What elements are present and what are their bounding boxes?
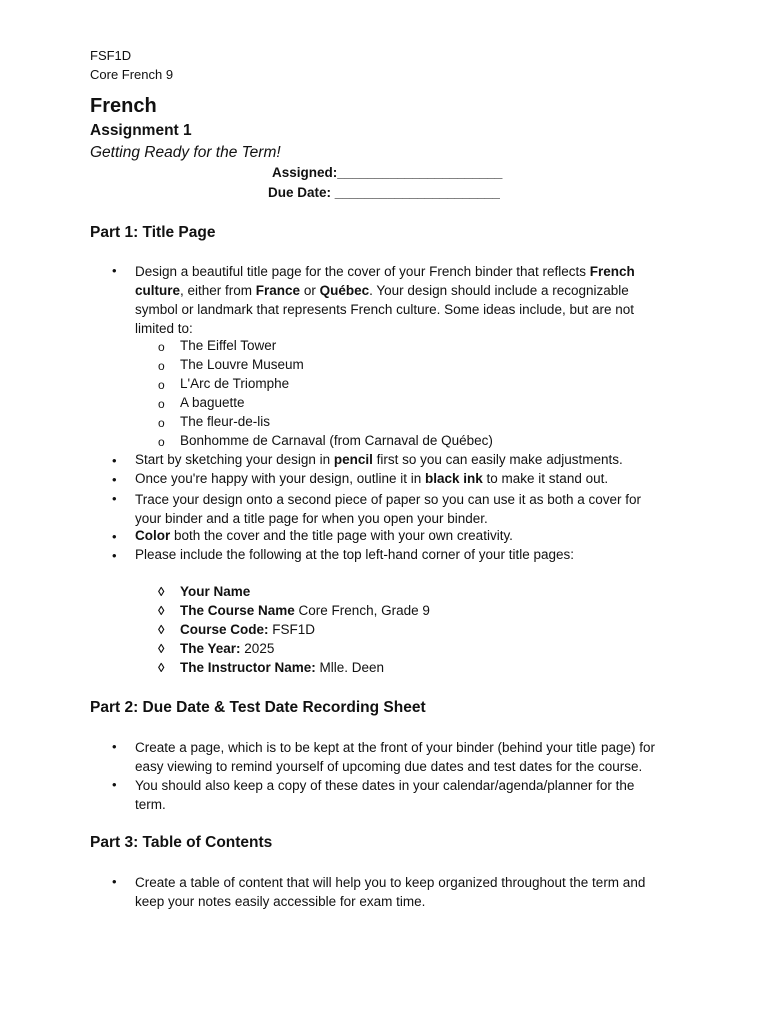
part3-bullet-toc: Create a table of content that will help you to keep organized throughout the term and keep your notes easily accessible for exam time. [135, 875, 646, 909]
include-item: Your Name [180, 584, 251, 599]
part1-bullet-design: Design a beautiful title page for the cover of your French binder that reflects French culture, either from France or Québec. Your design should include a recognizable symbol or landmark that represents French culture. Some ideas include, but are not limited to: [135, 264, 635, 336]
part1-bullet-color: Color both the cover and the title page with your own creativity. [135, 528, 513, 543]
bullet-icon: • [112, 777, 117, 792]
include-item: The Course Name Core French, Grade 9 [180, 603, 430, 618]
course-code: FSF1D [90, 48, 132, 63]
bullet-icon: • [112, 472, 117, 487]
part1-heading: Part 1: Title Page [90, 224, 216, 241]
part1-bullet-trace: Trace your design onto a second piece of paper so you can use it as both a cover for your binder and a title page for when you open your binder. [135, 492, 642, 526]
sub-bullet-icon: o [158, 340, 165, 354]
bullet-icon: • [112, 548, 117, 563]
assignment-subtitle: Getting Ready for the Term! [90, 144, 281, 161]
diamond-icon: ◊ [158, 622, 165, 637]
part2-bullet-page: Create a page, which is to be kept at the front of your binder (behind your title page) for easy viewing to remind yourself of upcoming due dates and test dates for the course. [135, 740, 656, 774]
course-name: Core French 9 [90, 67, 174, 82]
bullet-icon: • [112, 739, 117, 754]
assigned-line: Assigned:______________________ [272, 165, 503, 180]
bullet-icon: • [112, 491, 117, 506]
sub-bullet-icon: o [158, 359, 165, 373]
part1-bullet-sketch: Start by sketching your design in pencil first so you can easily make adjustments. [135, 452, 623, 467]
idea-item: The Eiffel Tower [180, 338, 277, 353]
bullet-icon: • [112, 453, 117, 468]
diamond-icon: ◊ [158, 641, 165, 656]
idea-item: The Louvre Museum [180, 357, 304, 372]
part1-bullet-include: Please include the following at the top left-hand corner of your title pages: [135, 547, 575, 562]
due-date-line: Due Date: ______________________ [268, 185, 500, 200]
sub-bullet-icon: o [158, 416, 165, 430]
idea-item: The fleur-de-lis [180, 414, 271, 429]
bullet-icon: • [112, 263, 117, 278]
assignment-title: Assignment 1 [90, 122, 192, 139]
idea-item: Bonhomme de Carnaval (from Carnaval de Québec) [180, 433, 493, 448]
include-item: The Year: 2025 [180, 641, 275, 656]
include-item: The Instructor Name: Mlle. Deen [180, 660, 385, 675]
part1-bullet-outline: Once you're happy with your design, outline it in black ink to make it stand out. [135, 471, 609, 486]
diamond-icon: ◊ [158, 603, 165, 618]
bullet-icon: • [112, 529, 117, 544]
document-title: French [90, 95, 157, 117]
include-item: Course Code: FSF1D [180, 622, 316, 637]
sub-bullet-icon: o [158, 435, 165, 449]
diamond-icon: ◊ [158, 660, 165, 675]
part2-bullet-calendar: You should also keep a copy of these dates in your calendar/agenda/planner for the term. [135, 778, 635, 812]
part3-heading: Part 3: Table of Contents [90, 834, 273, 851]
idea-item: A baguette [180, 395, 245, 410]
sub-bullet-icon: o [158, 397, 165, 411]
diamond-icon: ◊ [158, 584, 165, 599]
bullet-icon: • [112, 874, 117, 889]
idea-item: L'Arc de Triomphe [180, 376, 290, 391]
sub-bullet-icon: o [158, 378, 165, 392]
part2-heading: Part 2: Due Date & Test Date Recording Sheet [90, 699, 426, 716]
